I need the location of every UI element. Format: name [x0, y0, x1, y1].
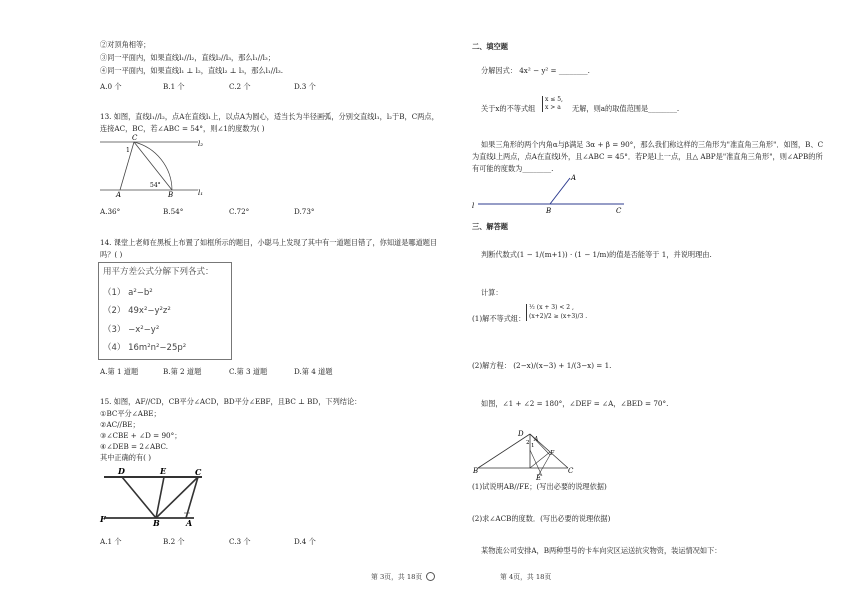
- q15-label-a: A: [186, 518, 193, 527]
- q15-tail: 其中正确的有( ): [100, 453, 152, 462]
- q13-label-l2: l₂: [198, 140, 204, 148]
- q15-label-e: E: [160, 466, 167, 476]
- q12-option-a: A.0 个: [100, 82, 122, 91]
- answer-q2-part2: (2)解方程： (2−x)/(x−3) + 1/(3−x) = 1.: [472, 361, 612, 370]
- q15-item-1: ①BC平分∠ABE；: [100, 409, 161, 418]
- q15-option-d: D.4 个: [294, 537, 316, 546]
- fill-q3-label-b: B: [546, 207, 552, 215]
- fill-q2-ineq-2: x > a: [545, 104, 561, 112]
- answer-q3-figure: [470, 410, 588, 482]
- q13-text-line1: 13. 如图，直线l₁//l₂，点A在直线l₁上，以点A为圆心，适当长为半径画弧，分别交直线l₁，l₂于B，C两点，: [100, 112, 439, 121]
- q14-problem-box: [98, 262, 232, 360]
- q12-option-c: C.2 个: [229, 82, 251, 91]
- page-number-right: 第 4页，共 18页: [500, 573, 552, 581]
- fill-question-3-line1: 如果三角形的两个内角α与β满足 3α + β = 90°，那么我们称这样的三角形为"准直角三角形"．如图，B、C: [481, 140, 824, 149]
- fill-q3-figure: [470, 172, 630, 216]
- fill-question-3-line3: 有可能的度数为________.: [472, 164, 554, 173]
- answer-q2-part1-system: [526, 304, 587, 321]
- q15-option-a: A.1 个: [100, 537, 122, 546]
- q15-text: 15. 如图，AF//CD，CB平分∠ACD，BD平分∠EBF，且BC ⊥ BD，下列结论：: [100, 397, 362, 406]
- answer-question-2-title: 计算：: [481, 288, 503, 297]
- fill-q2-ineq-1: x ≤ 5,: [545, 96, 563, 103]
- fill-q3-label-a: A: [571, 174, 577, 182]
- q15-label-b: B: [153, 518, 160, 527]
- q13-label-l1: l₁: [198, 189, 204, 197]
- statement-2: ②对顶角相等；: [100, 40, 151, 49]
- answer-q3-label-b: B: [473, 467, 479, 475]
- q14-box-title: 用平方差公式分解下列各式：: [103, 267, 214, 277]
- answer-q3-part2: (2)求∠ACB的度数．(写出必要的说理依据): [472, 514, 611, 523]
- q13-option-c: C.72°: [229, 207, 250, 216]
- q14-text-line2: 吗？( ): [100, 250, 123, 259]
- q15-item-3: ③∠CBE + ∠D = 90°；: [100, 431, 182, 440]
- q14-box-item-2: （2） 49x²−y²z²: [103, 306, 171, 316]
- answer-q2-part1-lead: (1)解不等式组：: [472, 314, 526, 323]
- fill-question-2-tail: 无解，则a的取值范围是________.: [572, 104, 680, 113]
- page-number-left: 第 3页，共 18页: [371, 573, 423, 581]
- q13-label-b: B: [168, 191, 174, 198]
- answer-q3-label-a: A: [534, 436, 539, 443]
- q15-label-d: D: [118, 466, 125, 476]
- q14-option-b: B.第 2 道题: [163, 367, 202, 376]
- q15-option-b: B.2 个: [163, 537, 185, 546]
- fill-question-2-lead: 关于x的不等式组: [481, 104, 536, 113]
- q15-item-4: ④∠DEB = 2∠ABC.: [100, 442, 169, 451]
- statement-4: ④同一平面内，如果直线l₁ ⊥ l₂，直线l₂ ⊥ l₃，那么l₁//l₃.: [100, 66, 284, 75]
- answer-question-4: 某物流公司安排A，B两种型号的卡车向灾区运送抗灾物资，装运情况如下：: [481, 546, 722, 555]
- q14-option-c: C.第 3 道题: [229, 367, 268, 376]
- answer-q3-part1: (1)试说明AB//FE；(写出必要的说理依据): [472, 482, 607, 491]
- answer-q3-label-f: F: [550, 450, 555, 457]
- fill-question-3-line2: 为直线l上两点，点A在直线l外，且∠ABC = 45°．若P是l上一点，且△ ABP是"准直角三角形"，则∠APB的所: [472, 152, 823, 161]
- answer-q3-label-d: D: [518, 430, 524, 438]
- answer-question-3: 如图，∠1 + ∠2 = 180°，∠DEF = ∠A，∠BED = 70°.: [481, 399, 669, 408]
- section-fill-in-heading: 二、填空题: [472, 42, 508, 51]
- q13-option-b: B.54°: [163, 207, 184, 216]
- q13-figure: [98, 132, 208, 198]
- fill-q3-label-c: C: [616, 207, 622, 215]
- statement-3: ③同一平面内，如果直线l₁//l₂，直线l₂//l₃，那么l₁//l₃；: [100, 53, 275, 62]
- q12-option-b: B.1 个: [163, 82, 185, 91]
- q14-option-d: D.第 4 道题: [294, 367, 333, 376]
- fill-q3-label-l: l: [472, 202, 475, 210]
- q14-box-item-4: （4） 16m²n²−25p²: [103, 343, 187, 353]
- q14-box-item-1: （1） a²−b²: [103, 288, 153, 298]
- q15-label-c: C: [195, 467, 202, 477]
- q13-angle-54: 54°: [150, 182, 161, 189]
- answer-q2-ineq-2: (x+2)/2 ≥ (x+3)/3 .: [529, 312, 588, 320]
- q14-box-item-3: （3） −x²−y²: [103, 325, 160, 335]
- q15-item-2: ②AC//BE；: [100, 420, 140, 429]
- q13-label-a: A: [116, 191, 122, 198]
- fill-question-1: 分解因式： 4x² − y² = ________.: [481, 66, 590, 75]
- answer-q3-angle-2: 2: [526, 440, 530, 446]
- q13-text-line2: 连接AC，BC，若∠ABC = 54°，则∠1的度数为( ): [100, 124, 265, 133]
- q13-label-c: C: [132, 134, 138, 142]
- q15-figure: [98, 465, 210, 527]
- q15-option-c: C.3 个: [229, 537, 251, 546]
- q13-angle-1: 1: [126, 147, 130, 154]
- fill-question-2-system: [542, 96, 563, 112]
- answer-q3-label-c: C: [568, 467, 574, 475]
- q13-option-d: D.73°: [294, 207, 315, 216]
- page-fold-circle-icon: [426, 572, 435, 581]
- q15-label-f: F: [100, 514, 106, 524]
- answer-question-1: 判断代数式(1 − 1/(m+1)) · (1 − 1/m)的值是否能等于 1，并说明理由.: [481, 250, 712, 259]
- q13-option-a: A.36°: [100, 207, 121, 216]
- q14-text-line1: 14. 课堂上老师在黑板上布置了如框所示的题目，小聪马上发现了其中有一道题目错了，你知道是哪道题目: [100, 238, 438, 247]
- q14-option-a: A.第 1 道题: [100, 367, 139, 376]
- q12-option-d: D.3 个: [294, 82, 316, 91]
- answer-q2-ineq-1: ½ (x + 3) < 2 ,: [529, 304, 574, 311]
- section-answer-heading: 三、解答题: [472, 222, 508, 231]
- answer-q3-label-e: E: [536, 474, 542, 482]
- answer-q3-angle-1: 1: [531, 443, 535, 449]
